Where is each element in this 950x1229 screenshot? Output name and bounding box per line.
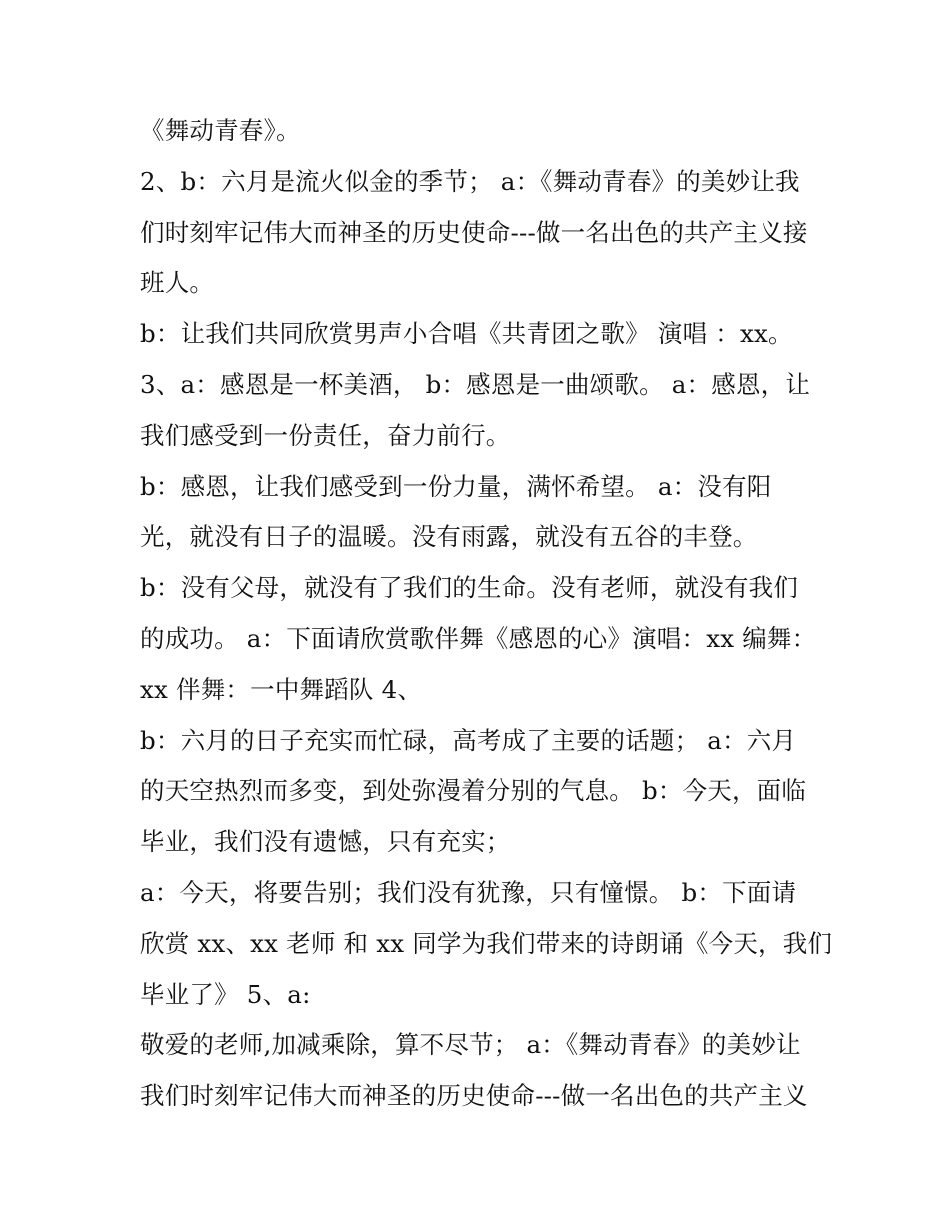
text-line: 2、b：六月是流火似金的季节； a：《舞动青春》的美妙让我 — [140, 166, 800, 196]
text-line: 的天空热烈而多变，到处弥漫着分别的气息。 b：今天，面临 — [140, 776, 807, 806]
text-line: 班人。 — [140, 268, 215, 298]
text-line: xx 伴舞：一中舞蹈队 4、 — [140, 674, 423, 704]
text-line: a：今天，将要告别；我们没有犹豫，只有憧憬。 b：下面请 — [140, 877, 797, 907]
text-line: 的成功。 a：下面请欣赏歌伴舞《感恩的心》演唱：xx 编舞： — [140, 623, 817, 653]
text-line: 毕业了》 5、a: — [140, 979, 311, 1009]
text-line: 《舞动青春》。 — [140, 116, 301, 145]
text-line: 毕业，我们没有遗憾，只有充实； — [140, 827, 511, 857]
text-line: 我们时刻牢记伟大而神圣的历史使命---做一名出色的共产主义 — [140, 1081, 808, 1111]
text-line: 欣赏 xx、xx 老师 和 xx 同学为我们带来的诗朗诵《今天，我们 — [140, 928, 833, 958]
text-line: b：没有父母，就没有了我们的生命。没有老师，就没有我们 — [140, 573, 799, 603]
text-line: 3、a：感恩是一杯美酒， b：感恩是一曲颂歌。 a：感恩，让 — [140, 369, 811, 399]
text-line: 们时刻牢记伟大而神圣的历史使命---做一名出色的共产主义接 — [140, 217, 808, 247]
document-body — [140, 106, 833, 1122]
text-line: b：六月的日子充实而忙碌，高考成了主要的话题； a：六月 — [140, 725, 797, 755]
text-line: b：让我们共同欣赏男声小合唱《共青团之歌》 演唱 ：xx。 — [140, 319, 793, 349]
text-line: b：感恩，让我们感受到一份力量，满怀希望。 a：没有阳 — [140, 471, 772, 501]
text-line: 敬爱的老师,加减乘除，算不尽节； a：《舞动青春》的美妙让 — [140, 1030, 801, 1060]
text-line: 光，就没有日子的温暖。没有雨露，就没有五谷的丰登。 — [140, 522, 758, 552]
text-line: 我们感受到一份责任，奋力前行。 — [140, 420, 511, 450]
